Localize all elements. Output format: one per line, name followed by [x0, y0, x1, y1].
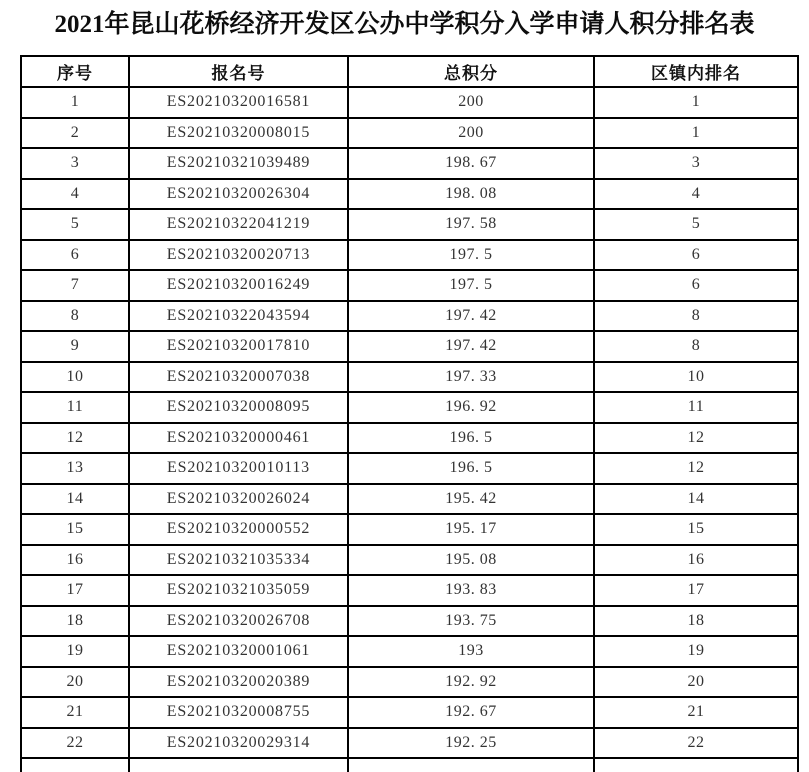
- cell-district-rank: 1: [594, 118, 798, 149]
- cell-registration-number: ES20210322041219: [129, 209, 348, 240]
- cell-no: 8: [21, 301, 129, 332]
- header-district-rank: 区镇内排名: [594, 56, 798, 87]
- cell-registration-number: ES20210320017810: [129, 331, 348, 362]
- cell-total-score: 197. 5: [348, 270, 594, 301]
- cell-district-rank: 18: [594, 606, 798, 637]
- cell-district-rank: 12: [594, 453, 798, 484]
- table-body: [21, 87, 798, 772]
- table-row: [21, 362, 798, 393]
- table-row: [21, 728, 798, 759]
- cell-no: 19: [21, 636, 129, 667]
- cell-district-rank: 22: [594, 728, 798, 759]
- cell-registration-number: ES20210321035059: [129, 575, 348, 606]
- cell-no: 2: [21, 118, 129, 149]
- table-row: [21, 179, 798, 210]
- table-row: [21, 209, 798, 240]
- cell-total-score: 196. 92: [348, 392, 594, 423]
- cell-total-score: 193: [348, 636, 594, 667]
- cell-total-score: 198. 08: [348, 179, 594, 210]
- cell-district-rank: 11: [594, 392, 798, 423]
- cell-no: 6: [21, 240, 129, 271]
- cell-total-score: 196. 5: [348, 453, 594, 484]
- cell-empty: [348, 758, 594, 772]
- table-row: [21, 392, 798, 423]
- table-row: [21, 118, 798, 149]
- cell-district-rank: 15: [594, 514, 798, 545]
- cell-registration-number: ES20210320008015: [129, 118, 348, 149]
- cell-total-score: 197. 42: [348, 331, 594, 362]
- table-row: [21, 514, 798, 545]
- cell-district-rank: 8: [594, 331, 798, 362]
- cell-empty: [594, 758, 798, 772]
- cell-total-score: 197. 5: [348, 240, 594, 271]
- cell-total-score: 195. 42: [348, 484, 594, 515]
- header-no: 序号: [21, 56, 129, 87]
- cell-registration-number: ES20210320020389: [129, 667, 348, 698]
- cell-no: 12: [21, 423, 129, 454]
- cell-registration-number: ES20210320026304: [129, 179, 348, 210]
- cell-registration-number: ES20210320000552: [129, 514, 348, 545]
- cell-no: 3: [21, 148, 129, 179]
- cell-no: 13: [21, 453, 129, 484]
- cell-no: 21: [21, 697, 129, 728]
- cell-total-score: 195. 08: [348, 545, 594, 576]
- cell-total-score: 195. 17: [348, 514, 594, 545]
- cell-no: 20: [21, 667, 129, 698]
- cell-total-score: 198. 67: [348, 148, 594, 179]
- cell-district-rank: 19: [594, 636, 798, 667]
- table-row: [21, 606, 798, 637]
- table-row: [21, 423, 798, 454]
- table-row: [21, 453, 798, 484]
- header-registration-number: 报名号: [129, 56, 348, 87]
- cell-district-rank: 6: [594, 240, 798, 271]
- table-row: [21, 270, 798, 301]
- cell-no: 16: [21, 545, 129, 576]
- cell-no: 9: [21, 331, 129, 362]
- table-row: [21, 331, 798, 362]
- cell-registration-number: ES20210320010113: [129, 453, 348, 484]
- cell-total-score: 192. 92: [348, 667, 594, 698]
- cell-registration-number: ES20210321035334: [129, 545, 348, 576]
- table-row: [21, 301, 798, 332]
- cell-no: 11: [21, 392, 129, 423]
- ranking-table: [20, 55, 799, 772]
- cell-registration-number: ES20210320008095: [129, 392, 348, 423]
- cell-district-rank: 12: [594, 423, 798, 454]
- cell-total-score: 196. 5: [348, 423, 594, 454]
- cell-total-score: 200: [348, 118, 594, 149]
- cell-district-rank: 1: [594, 87, 798, 118]
- cell-no: 18: [21, 606, 129, 637]
- cell-district-rank: 10: [594, 362, 798, 393]
- cell-registration-number: ES20210320026024: [129, 484, 348, 515]
- partial-row: [21, 758, 798, 772]
- cell-total-score: 193. 75: [348, 606, 594, 637]
- header-total-score: 总积分: [348, 56, 594, 87]
- table-row: [21, 636, 798, 667]
- cell-district-rank: 5: [594, 209, 798, 240]
- cell-no: 7: [21, 270, 129, 301]
- cell-no: 10: [21, 362, 129, 393]
- cell-district-rank: 4: [594, 179, 798, 210]
- cell-total-score: 197. 42: [348, 301, 594, 332]
- cell-total-score: 197. 33: [348, 362, 594, 393]
- cell-total-score: 200: [348, 87, 594, 118]
- cell-registration-number: ES20210320007038: [129, 362, 348, 393]
- cell-registration-number: ES20210320026708: [129, 606, 348, 637]
- cell-district-rank: 20: [594, 667, 798, 698]
- cell-district-rank: 14: [594, 484, 798, 515]
- table-row: [21, 575, 798, 606]
- cell-district-rank: 8: [594, 301, 798, 332]
- cell-district-rank: 6: [594, 270, 798, 301]
- table-row: [21, 697, 798, 728]
- cell-empty: [21, 758, 129, 772]
- cell-no: 4: [21, 179, 129, 210]
- cell-registration-number: ES20210320008755: [129, 697, 348, 728]
- cell-district-rank: 17: [594, 575, 798, 606]
- table-row: [21, 87, 798, 118]
- cell-registration-number: ES20210322043594: [129, 301, 348, 332]
- cell-registration-number: ES20210320020713: [129, 240, 348, 271]
- cell-total-score: 192. 67: [348, 697, 594, 728]
- cell-registration-number: ES20210320029314: [129, 728, 348, 759]
- header-row: [21, 56, 798, 87]
- cell-registration-number: ES20210321039489: [129, 148, 348, 179]
- cell-no: 1: [21, 87, 129, 118]
- cell-total-score: 197. 58: [348, 209, 594, 240]
- cell-no: 17: [21, 575, 129, 606]
- table-row: [21, 667, 798, 698]
- page-title: 2021年昆山花桥经济开发区公办中学积分入学申请人积分排名表: [54, 11, 755, 38]
- cell-total-score: 192. 25: [348, 728, 594, 759]
- cell-district-rank: 16: [594, 545, 798, 576]
- cell-total-score: 193. 83: [348, 575, 594, 606]
- cell-no: 14: [21, 484, 129, 515]
- table-row: [21, 148, 798, 179]
- cell-district-rank: 21: [594, 697, 798, 728]
- table-row: [21, 484, 798, 515]
- cell-no: 15: [21, 514, 129, 545]
- cell-district-rank: 3: [594, 148, 798, 179]
- cell-no: 5: [21, 209, 129, 240]
- table-row: [21, 545, 798, 576]
- cell-no: 22: [21, 728, 129, 759]
- cell-empty: [129, 758, 348, 772]
- cell-registration-number: ES20210320016249: [129, 270, 348, 301]
- cell-registration-number: ES20210320001061: [129, 636, 348, 667]
- cell-registration-number: ES20210320016581: [129, 87, 348, 118]
- table-row: [21, 240, 798, 271]
- cell-registration-number: ES20210320000461: [129, 423, 348, 454]
